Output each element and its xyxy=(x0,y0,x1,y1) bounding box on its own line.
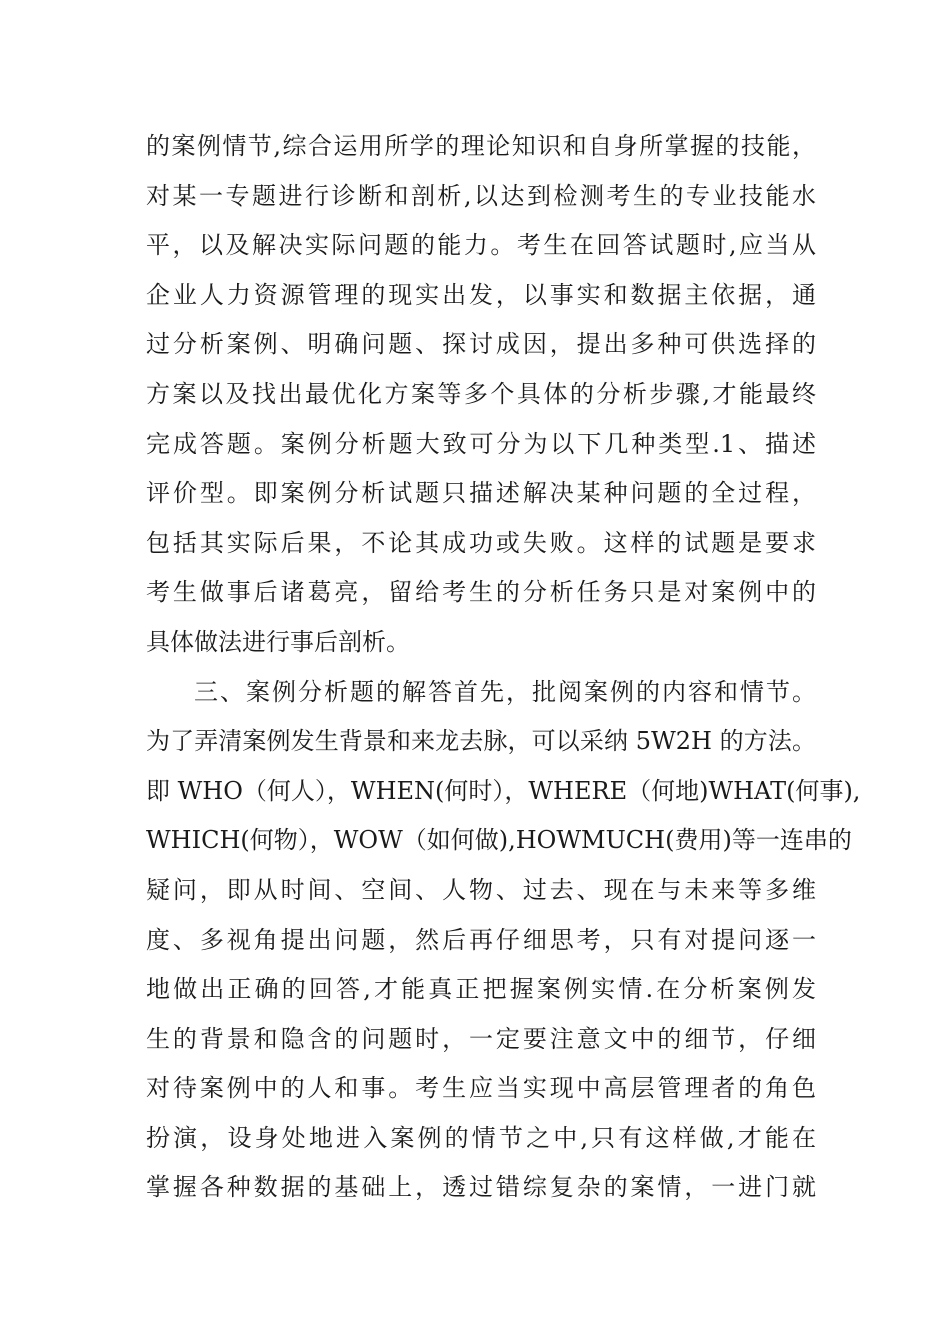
text-line: 的案例情节,综合运用所学的理论知识和自身所掌握的技能， xyxy=(146,132,816,160)
text-line: 平，以及解决实际问题的能力。考生在回答试题时,应当从 xyxy=(146,231,816,260)
text-line: 完成答题。案例分析题大致可分为以下几种类型.1、描述 xyxy=(146,429,816,458)
paragraph-1 xyxy=(146,122,816,668)
text-line: 扮演，设身处地进入案例的情节之中,只有这样做,才能在 xyxy=(146,1123,816,1152)
text-line: 对待案例中的人和事。考生应当实现中高层管理者的角色 xyxy=(146,1074,816,1103)
text-line: 度、多视角提出问题，然后再仔细思考，只有对提问逐一 xyxy=(146,925,816,954)
text-line: 生的背景和隐含的问题时，一定要注意文中的细节，仔细 xyxy=(146,1024,816,1053)
text-line: 为了弄清案例发生背景和来龙去脉，可以采纳 5W2H 的方法。 xyxy=(146,727,816,756)
text-line: 具体做法进行事后剖析。 xyxy=(146,627,410,656)
text-line: 对某一专题进行诊断和剖析,以达到检测考生的专业技能水 xyxy=(146,181,816,210)
text-line: 掌握各种数据的基础上，透过错综复杂的案情，一进门就 xyxy=(146,1173,816,1202)
text-line: 包括其实际后果，不论其成功或失败。这样的试题是要求 xyxy=(146,528,816,557)
text-line: 企业人力资源管理的现实出发，以事实和数据主依据，通 xyxy=(146,280,816,309)
text-line: 方案以及找出最优化方案等多个具体的分析步骤,才能最终 xyxy=(146,379,816,408)
text-line: 即 WHO（何人），WHEN(何时），WHERE（何地)WHAT(何事), xyxy=(146,776,861,805)
text-line: 三、案例分析题的解答首先，批阅案例的内容和情节。 xyxy=(194,677,816,706)
text-line: 地做出正确的回答,才能真正把握案例实情.在分析案例发 xyxy=(146,975,816,1004)
paragraph-2 xyxy=(146,668,861,1214)
text-line: 疑问，即从时间、空间、人物、过去、现在与未来等多维 xyxy=(146,875,816,904)
text-line: WHICH(何物），WOW（如何做),HOWMUCH(费用)等一连串的 xyxy=(146,826,852,855)
text-line: 评价型。即案例分析试题只描述解决某种问题的全过程， xyxy=(146,479,816,508)
text-line: 考生做事后诸葛亮，留给考生的分析任务只是对案例中的 xyxy=(146,578,816,607)
text-line: 过分析案例、明确问题、探讨成因，提出多种可供选择的 xyxy=(146,330,816,359)
document-body xyxy=(146,122,861,1213)
